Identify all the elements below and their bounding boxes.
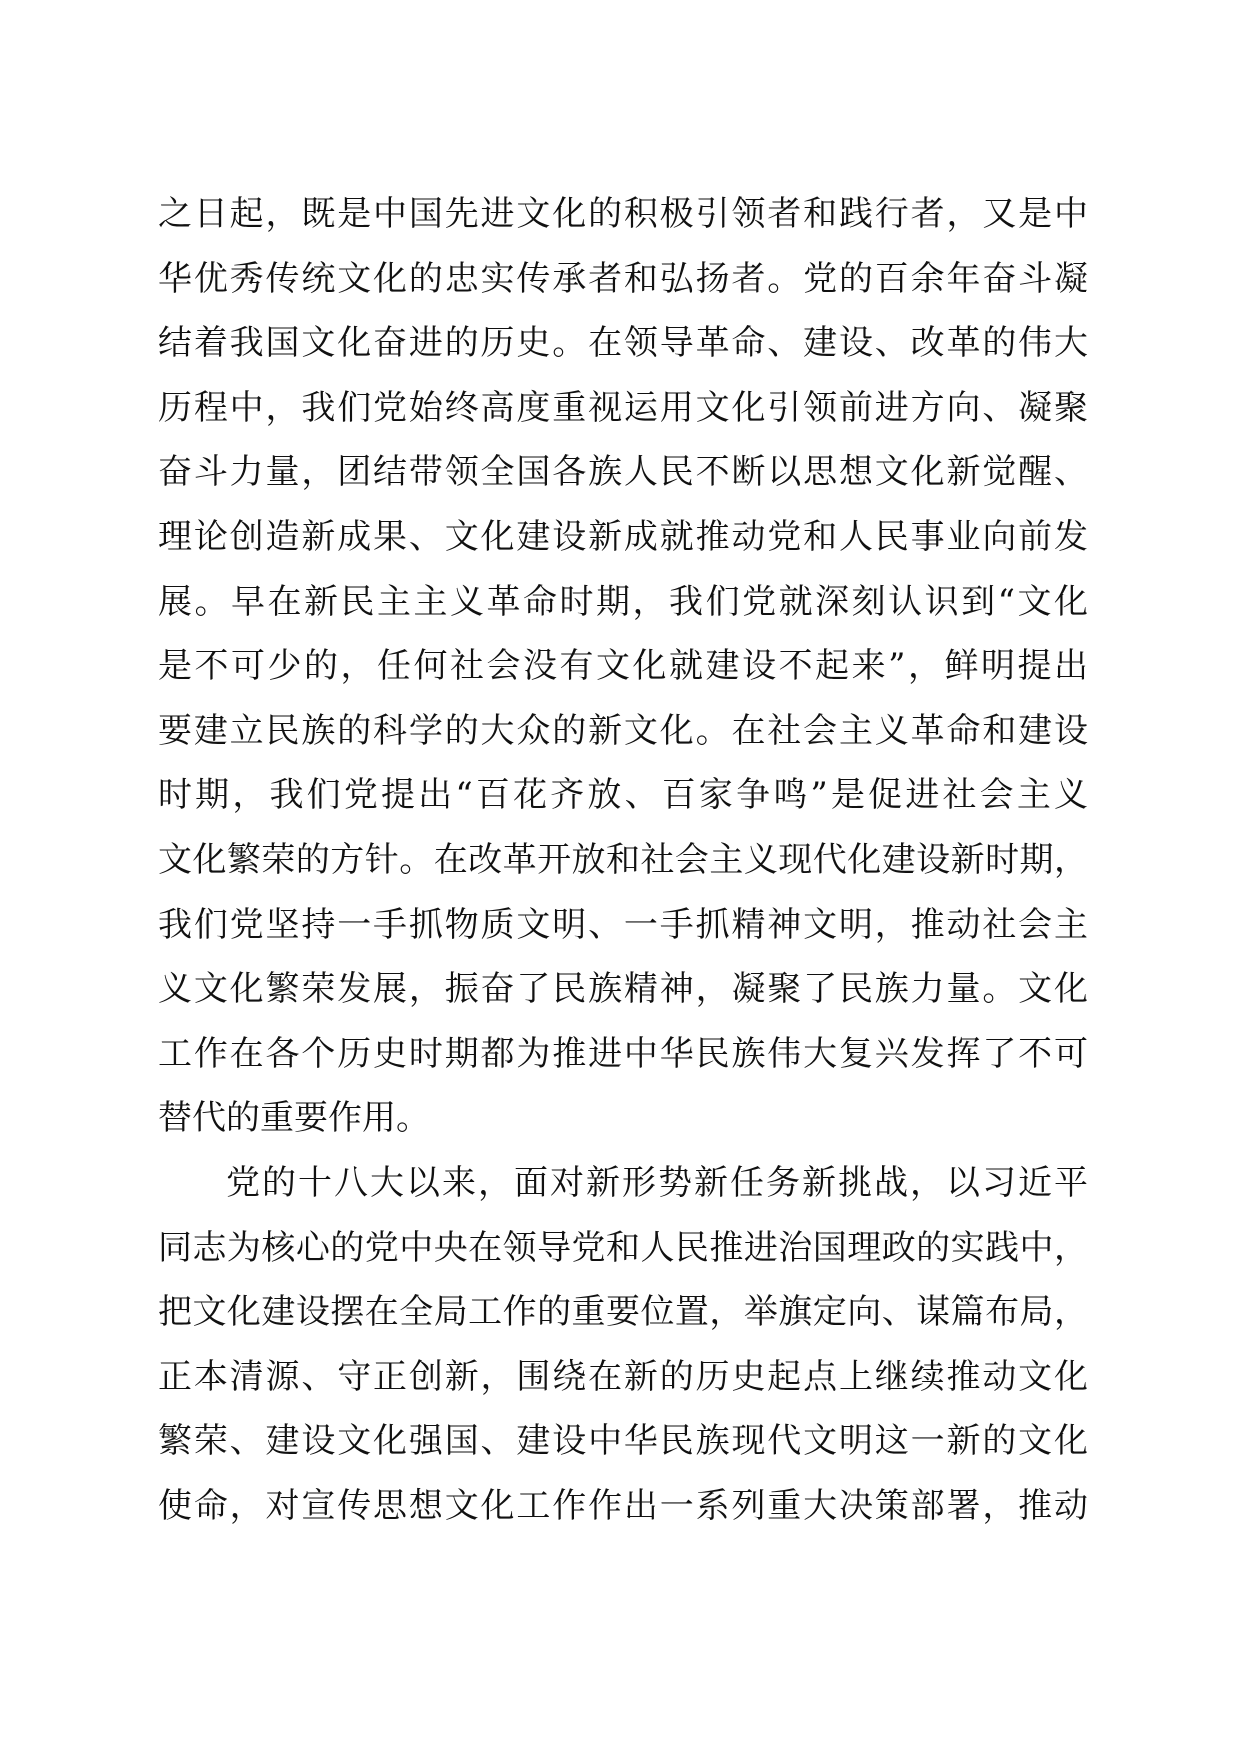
paragraph-1-line-11: 文化繁荣的方针。在改革开放和社会主义现代化建设新时期， bbox=[158, 839, 1088, 880]
paragraph-1-line-12: 我们党坚持一手抓物质文明、一手抓精神文明，推动社会主 bbox=[158, 904, 1088, 945]
paragraph-1-line-9: 要建立民族的科学的大众的新文化。在社会主义革命和建设 bbox=[158, 710, 1088, 751]
paragraph-2-line-6: 使命，对宣传思想文化工作作出一系列重大决策部署，推动 bbox=[158, 1485, 1088, 1526]
paragraph-2-line-3: 把文化建设摆在全局工作的重要位置，举旗定向、谋篇布局， bbox=[158, 1292, 1088, 1333]
paragraph-1-line-7: 展。早在新民主主义革命时期，我们党就深刻认识到“文化 bbox=[158, 581, 1088, 622]
paragraph-1-line-13: 义文化繁荣发展，振奋了民族精神，凝聚了民族力量。文化 bbox=[158, 969, 1088, 1010]
paragraph-1-line-5: 奋斗力量，团结带领全国各族人民不断以思想文化新觉醒、 bbox=[158, 452, 1088, 493]
paragraph-1-line-10: 时期，我们党提出“百花齐放、百家争鸣”是促进社会主义 bbox=[158, 775, 1088, 816]
document-body bbox=[158, 182, 1088, 1538]
paragraph-1-line-6: 理论创造新成果、文化建设新成就推动党和人民事业向前发 bbox=[158, 516, 1088, 557]
paragraph-2-line-5: 繁荣、建设文化强国、建设中华民族现代文明这一新的文化 bbox=[158, 1421, 1088, 1462]
paragraph-1-line-4: 历程中，我们党始终高度重视运用文化引领前进方向、凝聚 bbox=[158, 387, 1088, 428]
paragraph-1-line-3: 结着我国文化奋进的历史。在领导革命、建设、改革的伟大 bbox=[158, 323, 1088, 364]
paragraph-1-line-2: 华优秀传统文化的忠实传承者和弘扬者。党的百余年奋斗凝 bbox=[158, 258, 1088, 299]
paragraph-2-line-1: 党的十八大以来，面对新形势新任务新挑战，以习近平 bbox=[226, 1162, 1088, 1203]
paragraph-2-line-2: 同志为核心的党中央在领导党和人民推进治国理政的实践中， bbox=[158, 1227, 1088, 1268]
paragraph-1-line-1: 之日起，既是中国先进文化的积极引领者和践行者，又是中 bbox=[158, 194, 1088, 234]
paragraph-1-line-15: 替代的重要作用。 bbox=[158, 1098, 430, 1139]
paragraph-1-line-14: 工作在各个历史时期都为推进中华民族伟大复兴发挥了不可 bbox=[158, 1033, 1088, 1074]
paragraph-2-line-4: 正本清源、守正创新，围绕在新的历史起点上继续推动文化 bbox=[158, 1356, 1088, 1397]
paragraph-1-line-8: 是不可少的，任何社会没有文化就建设不起来”，鲜明提出 bbox=[158, 646, 1088, 687]
